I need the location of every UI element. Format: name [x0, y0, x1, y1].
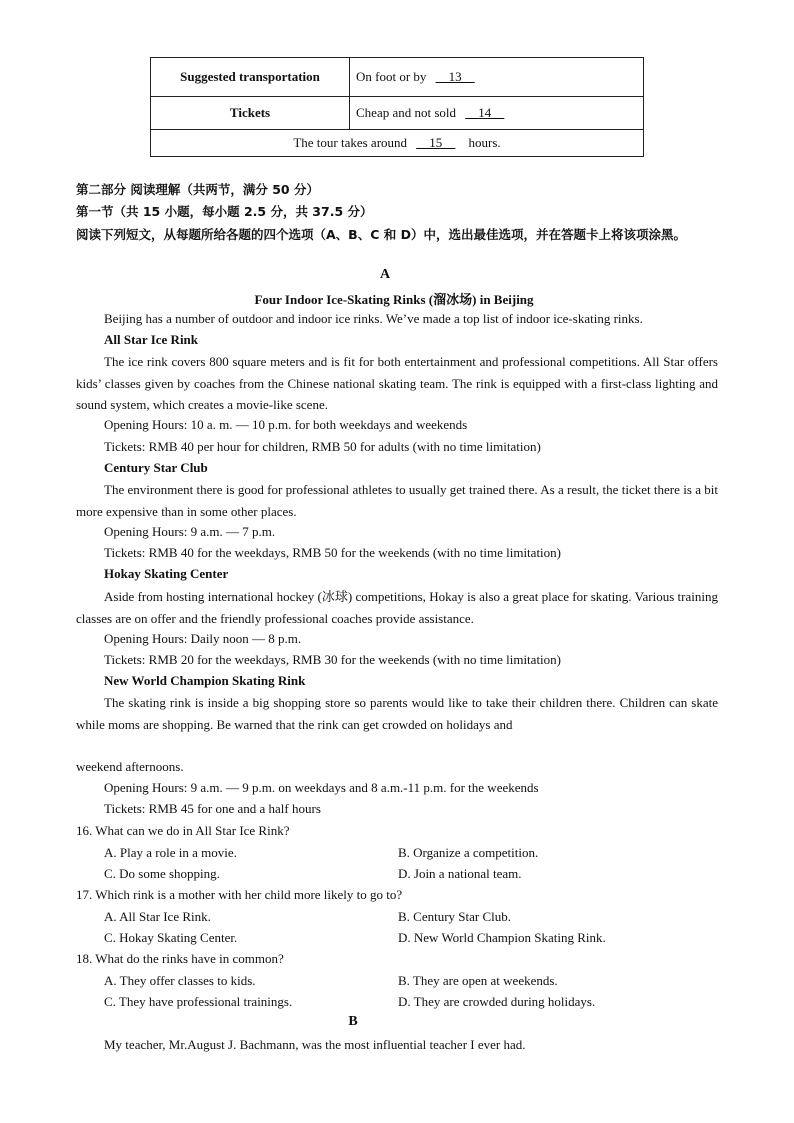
rink-tickets: Tickets: RMB 45 for one and a half hours [104, 801, 321, 816]
option-a: A. Play a role in a movie. [104, 845, 237, 860]
question-18: 18. What do the rinks have in common? [76, 951, 284, 966]
rink-description: The ice rink covers 800 square meters and is fit for both entertainment and professional competitions. All Star offers kids’ classes given by coaches from the Chinese national skating team. The rink is equipped with a first-class lighting and sound system, which creates a movie-like scene. [76, 354, 718, 412]
option-d: D. They are crowded during holidays. [398, 994, 596, 1009]
rink-name: Hokay Skating Center [104, 566, 229, 581]
passage-letter-b: B [348, 1014, 358, 1029]
sub-title: 第一节（共 15 小题，每小题 2.5 分，共 37.5 分） [76, 204, 373, 219]
table-cell-tour [151, 130, 644, 157]
option-c: C. Do some shopping. [104, 866, 220, 881]
rink-description: The environment there is good for professional athletes to usually get trained there. As a result, the ticket there is a bit more expensive than in some other places. [76, 482, 718, 519]
info-table [150, 57, 644, 157]
blank-14: __14__ [465, 105, 505, 120]
table-cell-tickets [350, 97, 644, 130]
option-d: D. Join a national team. [398, 866, 522, 881]
table-row [151, 97, 644, 130]
instruction: 阅读下列短文，从每题所给各题的四个选项（A、B、C 和 D）中，选出最佳选项，并在答题卡上将该项涂黑。 [76, 227, 686, 242]
rink-hours: Opening Hours: 9 a.m. — 9 p.m. on weekdays and 8 a.m.-11 p.m. for the weekends [104, 780, 539, 795]
option-d: D. New World Champion Skating Rink. [398, 930, 606, 945]
rink-description: The skating rink is inside a big shopping store so parents would like to take their children there. Children can skate while moms are shopping. Be warned that the rink can get crowded on holidays and [76, 695, 718, 732]
rink-tickets: Tickets: RMB 40 per hour for children, RMB 50 for adults (with no time limitation) [104, 439, 541, 454]
passage-title: Four Indoor Ice-Skating Rinks (溜冰场) in Beijing [254, 292, 534, 307]
passage-b-first-line: My teacher, Mr.August J. Bachmann, was the most influential teacher I ever had. [104, 1037, 526, 1052]
option-b: B. Century Star Club. [398, 909, 512, 924]
rink-hours: Opening Hours: 9 a.m. — 7 p.m. [104, 524, 276, 539]
passage-letter-a: A [379, 267, 391, 282]
option-a: A. All Star Ice Rink. [104, 909, 211, 924]
table-label-tickets: Tickets [151, 97, 350, 130]
option-c: C. They have professional trainings. [104, 994, 293, 1009]
option-a: A. They offer classes to kids. [104, 973, 256, 988]
table-row [151, 130, 644, 157]
cell-text: On foot or by [356, 69, 427, 84]
rink-name: New World Champion Skating Rink [104, 673, 306, 688]
rink-tickets: Tickets: RMB 20 for the weekdays, RMB 30 for the weekends (with no time limitation) [104, 652, 561, 667]
rink-description: Aside from hosting international hockey (冰球) competitions, Hokay is also a great place for skating. Various training classes are on offer and the friendly professional coaches provide assistance. [76, 589, 718, 626]
blank-15: __15__ [416, 135, 456, 150]
blank-13: __13__ [435, 69, 475, 84]
rink-hours: Opening Hours: Daily noon — 8 p.m. [104, 631, 302, 646]
table-cell-transportation [350, 58, 644, 97]
option-b: B. They are open at weekends. [398, 973, 558, 988]
part-title: 第二部分 阅读理解（共两节，满分 50 分） [76, 182, 319, 197]
option-c: C. Hokay Skating Center. [104, 930, 238, 945]
rink-tickets: Tickets: RMB 40 for the weekdays, RMB 50 for the weekends (with no time limitation) [104, 545, 561, 560]
rink-name: Century Star Club [104, 460, 208, 475]
cell-text: hours. [468, 135, 501, 150]
rink-description-continued: weekend afternoons. [76, 759, 184, 774]
question-16: 16. What can we do in All Star Ice Rink? [76, 823, 290, 838]
question-17: 17. Which rink is a mother with her child more likely to go to? [76, 887, 403, 902]
cell-text: The tour takes around [293, 135, 408, 150]
rink-name: All Star Ice Rink [104, 332, 199, 347]
rink-hours: Opening Hours: 10 a. m. — 10 p.m. for both weekdays and weekends [104, 417, 468, 432]
passage-intro: Beijing has a number of outdoor and indoor ice rinks. We’ve made a top list of indoor ice-skating rinks. [104, 311, 643, 326]
table-row [151, 58, 644, 97]
option-b: B. Organize a competition. [398, 845, 539, 860]
table-label-transportation: Suggested transportation [151, 58, 350, 97]
cell-text: Cheap and not sold [356, 105, 457, 120]
